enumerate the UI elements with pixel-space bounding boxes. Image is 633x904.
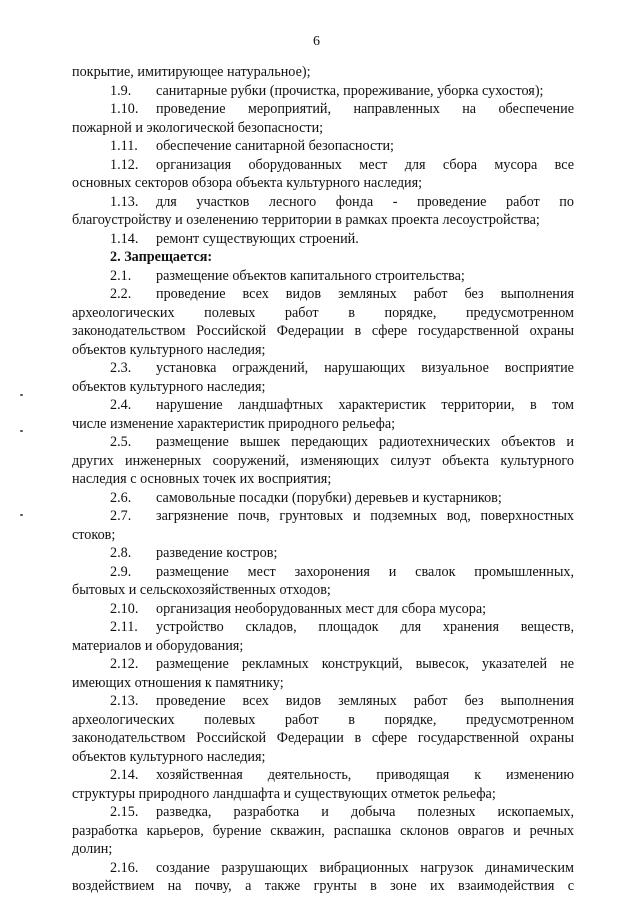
document-body	[72, 63, 574, 896]
list-item	[72, 82, 574, 101]
list-item	[72, 655, 574, 674]
text-line: материалов и оборудования;	[72, 637, 244, 654]
item-number: 1.11.	[110, 138, 138, 154]
scan-mark	[20, 514, 23, 516]
item-number: 2.12.	[110, 656, 139, 672]
list-item	[72, 600, 574, 619]
text-line: воздействием на почву, а также грунты в зоне их взаимодействия с	[72, 878, 574, 894]
item-text: организация оборудованных мест для сбора мусора все	[156, 156, 574, 173]
item-text: нарушение ландшафтных характеристик территории, в том	[156, 397, 574, 413]
scan-mark	[20, 394, 23, 396]
section-heading: 2. Запрещается:	[110, 249, 213, 265]
list-item	[72, 766, 574, 785]
item-text: для участков лесного фонда - проведение работ по	[156, 193, 574, 210]
item-text: обеспечение санитарной безопасности;	[156, 138, 394, 154]
item-text: санитарные рубки (прочистка, прореживание, уборка сухостоя);	[156, 82, 544, 99]
item-number: 1.10.	[110, 101, 139, 117]
item-text: загрязнение почв, грунтовых и подземных вод, поверхностных	[156, 508, 574, 524]
item-number: 2.16.	[110, 859, 139, 876]
item-number: 2.9.	[110, 563, 132, 580]
list-item	[72, 156, 574, 175]
text-line: законодательством Российской Федерации в сфере государственной охраны	[72, 730, 574, 746]
list-item	[72, 489, 574, 508]
list-item	[72, 859, 574, 878]
text-line: благоустройству и озеленению территории в рамках проекта лесоустройства;	[72, 212, 540, 228]
text-line: структуры природного ландшафта и существующих отметок рельефа;	[72, 785, 496, 802]
list-item	[72, 692, 574, 711]
item-number: 2.11.	[110, 619, 138, 635]
list-item	[72, 230, 574, 249]
item-number: 2.5.	[110, 434, 132, 450]
text-line: стоков;	[72, 526, 116, 543]
item-text: проведение мероприятий, направленных на обеспечение	[156, 101, 574, 117]
item-text: хозяйственная деятельность, приводящая к изменению	[156, 767, 574, 783]
item-text: размещение вышек передающих радиотехнических объектов и	[156, 434, 574, 450]
item-text: организация необорудованных мест для сбора мусора;	[156, 600, 487, 617]
list-item	[72, 267, 574, 286]
text-line: законодательством Российской Федерации в сфере государственной охраны	[72, 323, 574, 339]
list-item	[72, 507, 574, 526]
list-item	[72, 396, 574, 415]
item-text: самовольные посадки (порубки) деревьев и кустарников;	[156, 489, 502, 506]
list-item	[72, 100, 574, 119]
item-text: разведение костров;	[156, 545, 278, 561]
list-item	[72, 359, 574, 378]
item-text: разведка, разработка и добыча полезных ископаемых,	[156, 804, 574, 820]
list-item	[72, 618, 574, 637]
text-line: покрытие, имитирующее натуральное);	[72, 64, 311, 80]
item-number: 1.14.	[110, 230, 139, 247]
item-number: 2.14.	[110, 767, 139, 783]
text-line: археологических полевых работ в порядке, предусмотренном	[72, 711, 574, 728]
item-number: 2.2.	[110, 286, 132, 302]
item-text: установка ограждений, нарушающих визуальное восприятие	[156, 360, 574, 376]
text-line: имеющих отношения к памятнику;	[72, 674, 284, 691]
text-line: разработка карьеров, бурение скважин, распашка склонов оврагов и речных	[72, 822, 574, 839]
item-number: 2.15.	[110, 804, 139, 820]
text-line: объектов культурного наследия;	[72, 341, 266, 358]
item-number: 1.9.	[110, 82, 132, 99]
item-number: 1.12.	[110, 156, 139, 173]
item-number: 2.6.	[110, 489, 132, 506]
item-text: устройство складов, площадок для хранения веществ,	[156, 619, 574, 635]
list-item	[72, 285, 574, 304]
text-line: наследия с основных точек их восприятия;	[72, 471, 332, 487]
item-number: 2.10.	[110, 600, 139, 617]
text-line: объектов культурного наследия;	[72, 378, 266, 395]
page-number: 6	[313, 34, 320, 49]
text-line: пожарной и экологической безопасности;	[72, 119, 324, 136]
text-line: объектов культурного наследия;	[72, 748, 266, 765]
item-text: проведение всех видов земляных работ без выполнения	[156, 693, 574, 709]
item-text: проведение всех видов земляных работ без выполнения	[156, 286, 574, 302]
item-number: 2.4.	[110, 397, 132, 413]
item-text: размещение объектов капитального строительства;	[156, 267, 465, 284]
text-line: бытовых и сельскохозяйственных отходов;	[72, 582, 331, 598]
list-item	[72, 563, 574, 582]
list-item	[72, 803, 574, 822]
text-line: долин;	[72, 841, 113, 857]
text-line: археологических полевых работ в порядке, предусмотренном	[72, 304, 574, 321]
text-line: числе изменение характеристик природного рельефа;	[72, 415, 396, 432]
item-text: размещение рекламных конструкций, вывесок, указателей не	[156, 656, 574, 672]
item-number: 2.7.	[110, 508, 132, 524]
list-item	[72, 433, 574, 452]
item-text: размещение мест захоронения и свалок промышленных,	[156, 563, 574, 580]
item-number: 2.13.	[110, 693, 139, 709]
list-item	[72, 193, 574, 212]
list-item	[72, 544, 574, 563]
item-number: 2.8.	[110, 545, 132, 561]
item-text: создание разрушающих вибрационных нагрузок динамическим	[156, 859, 574, 876]
item-number: 1.13.	[110, 193, 139, 210]
list-item	[72, 137, 574, 156]
scan-mark	[20, 430, 23, 432]
item-number: 2.3.	[110, 360, 132, 376]
item-number: 2.1.	[110, 267, 132, 284]
text-line: других инженерных сооружений, изменяющих силуэт объекта культурного	[72, 452, 574, 469]
item-text: ремонт существующих строений.	[156, 230, 359, 247]
text-line: основных секторов обзора объекта культурного наследия;	[72, 175, 423, 191]
